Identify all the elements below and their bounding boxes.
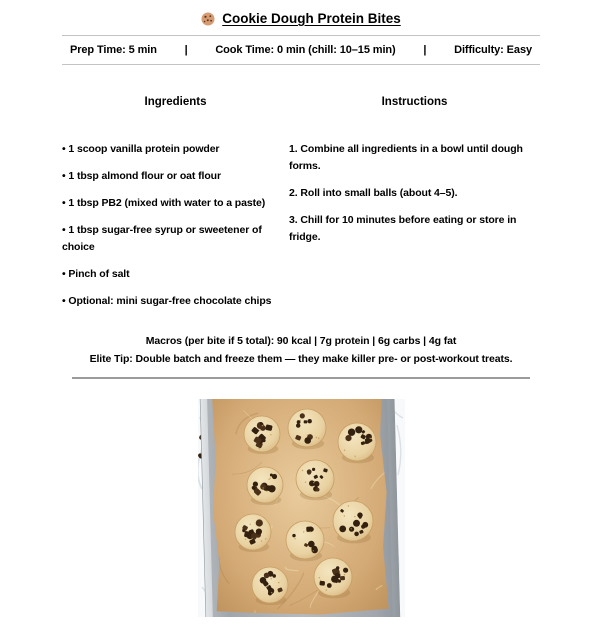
- ingredient-item: • Pinch of salt: [62, 268, 130, 280]
- instruction-item: 3. Chill for 10 minutes before eating or store in fridge.: [289, 214, 517, 243]
- macros-line: Macros (per bite if 5 total): 90 kcal | 7g protein | 6g carbs | 4g fat: [145, 335, 457, 347]
- ingredient-item: • 1 scoop vanilla protein powder: [62, 143, 220, 155]
- meta-separator: |: [184, 44, 188, 56]
- meta-bar: [62, 35, 540, 65]
- instruction-item: 2. Roll into small balls (about 4–5).: [289, 187, 458, 199]
- ingredients-header: Ingredients: [144, 96, 207, 108]
- ingredients-section: [62, 95, 289, 320]
- recipe-photo: [198, 399, 405, 617]
- instructions-list: [289, 141, 540, 246]
- instructions-section: [289, 95, 540, 320]
- page-title: [62, 10, 540, 28]
- footer-divider: [72, 377, 530, 379]
- cook-time: Cook Time: 0 min (chill: 10–15 min): [215, 44, 396, 56]
- ingredients-list: [62, 141, 289, 310]
- elite-tip-line: Elite Tip: Double batch and freeze them — they make killer pre- or post-workout treats.: [89, 353, 513, 365]
- prep-time: Prep Time: 5 min: [70, 44, 157, 56]
- recipe-footer: [62, 332, 540, 368]
- ingredient-item: • 1 tbsp PB2 (mixed with water to a paste): [62, 197, 266, 209]
- difficulty: Difficulty: Easy: [454, 44, 532, 56]
- instructions-header: Instructions: [381, 96, 448, 108]
- cookie-emoji-icon: [201, 12, 215, 26]
- cookie-dough-balls-photo: [198, 399, 405, 617]
- ingredient-item: • Optional: mini sugar-free chocolate chips: [62, 295, 272, 307]
- ingredient-item: • 1 tbsp almond flour or oat flour: [62, 170, 221, 182]
- ingredient-item: • 1 tbsp sugar-free syrup or sweetener of choice: [62, 224, 262, 253]
- page-title-text: Cookie Dough Protein Bites: [222, 11, 401, 26]
- meta-separator: |: [423, 44, 427, 56]
- instruction-item: 1. Combine all ingredients in a bowl until dough forms.: [289, 143, 523, 172]
- recipe-columns: [62, 95, 540, 320]
